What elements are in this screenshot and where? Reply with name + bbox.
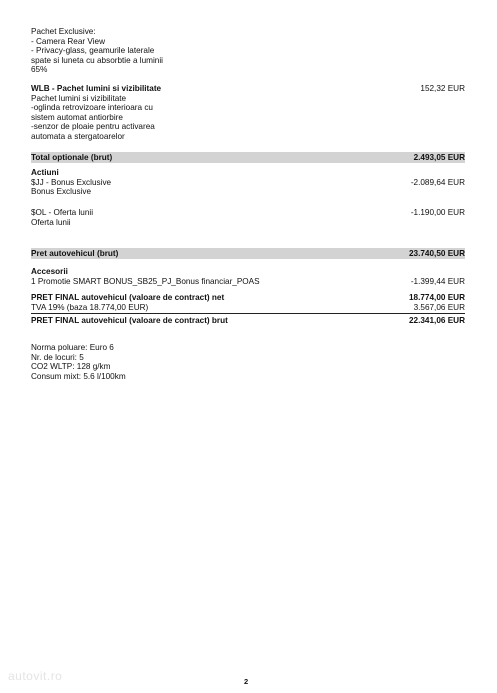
watermark-logo: autovit.ro xyxy=(8,669,63,683)
actiuni-title: Actiuni xyxy=(31,168,59,177)
pret-final-net-row xyxy=(31,293,465,303)
wlb-line: automata a stergatoarelor xyxy=(31,131,125,141)
pret-autovehicul-amount: 23.740,50 EUR xyxy=(409,249,465,258)
page-number: 2 xyxy=(244,677,249,686)
divider-line xyxy=(31,313,465,314)
wlb-line: -senzor de ploaie pentru activarea xyxy=(31,122,155,132)
pret-autovehicul-row xyxy=(31,248,465,259)
actiune-item-code-row xyxy=(31,208,465,218)
wlb-line: Pachet lumini si vizibilitate xyxy=(31,93,127,103)
wlb-price: 152,32 EUR xyxy=(420,84,465,93)
pret-final-brut-row xyxy=(31,316,465,326)
total-optionale-label: Total optionale (brut) xyxy=(31,153,113,162)
spec-line: Nr. de locuri: 5 xyxy=(31,352,84,362)
wlb-line: sistem automat antiorbire xyxy=(31,112,123,122)
actiune-amount: -1.190,00 EUR xyxy=(410,208,465,217)
spec-line: CO2 WLTP: 128 g/km xyxy=(31,362,111,372)
pachet-exclusive-line: Pachet Exclusive: xyxy=(31,27,96,36)
pachet-exclusive-block xyxy=(31,27,465,75)
accesorii-title: Accesorii xyxy=(31,267,68,276)
spec-line: Norma poluare: Euro 6 xyxy=(31,343,114,352)
wlb-title: WLB - Pachet lumini si vizibilitate xyxy=(31,84,162,93)
spec-line: Consum mixt: 5.6 l/100km xyxy=(31,371,126,381)
actiune-desc: Bonus Exclusive xyxy=(31,187,92,197)
tva-row xyxy=(31,303,465,313)
total-optionale-bar xyxy=(31,152,465,163)
total-optionale-amount: 2.493,05 EUR xyxy=(413,153,465,162)
pachet-exclusive-line: spate si luneta cu absorbtie a luminii xyxy=(31,55,163,65)
wlb-package-block xyxy=(31,84,465,142)
actiuni-block-2 xyxy=(31,208,465,227)
pret-final-net-block xyxy=(31,293,465,326)
vehicle-specs-block xyxy=(31,343,465,381)
actiune-amount: -2.089,64 EUR xyxy=(410,177,465,187)
pachet-exclusive-line: - Camera Rear View xyxy=(31,36,106,46)
pachet-exclusive-line: - Privacy-glass, geamurile laterale xyxy=(31,46,155,56)
actiune-code: $JJ - Bonus Exclusive xyxy=(31,177,112,187)
actiune-desc: Oferta lunii xyxy=(31,217,71,227)
accesorii-item: 1 Promotie SMART BONUS_SB25_PJ_Bonus financiar_POAS xyxy=(31,276,260,286)
tva-label: TVA 19% (baza 18.774,00 EUR) xyxy=(31,302,149,312)
accesorii-block xyxy=(31,267,465,286)
actiune-code: $OL - Oferta lunii xyxy=(31,208,94,217)
accesorii-amount: -1.399,44 EUR xyxy=(410,276,465,286)
accesorii-item-row xyxy=(31,277,465,287)
pret-autovehicul-bar xyxy=(31,248,465,259)
pachet-exclusive-line: 65% xyxy=(31,65,48,75)
tva-amount: 3.567,06 EUR xyxy=(413,302,465,312)
pret-final-brut-amount: 22.341,06 EUR xyxy=(409,316,465,326)
actiuni-block xyxy=(31,168,465,197)
actiune-item-code-row xyxy=(31,178,465,188)
total-optionale-row xyxy=(31,152,465,163)
wlb-line: -oglinda retrovizoare interioara cu xyxy=(31,103,153,113)
pret-final-net-amount: 18.774,00 EUR xyxy=(409,293,465,302)
pret-final-brut-label: PRET FINAL autovehicul (valoare de contract) brut xyxy=(31,316,228,326)
pret-final-net-label: PRET FINAL autovehicul (valoare de contract) net xyxy=(31,293,225,302)
wlb-title-row xyxy=(31,84,465,94)
pret-autovehicul-label: Pret autovehicul (brut) xyxy=(31,249,119,258)
